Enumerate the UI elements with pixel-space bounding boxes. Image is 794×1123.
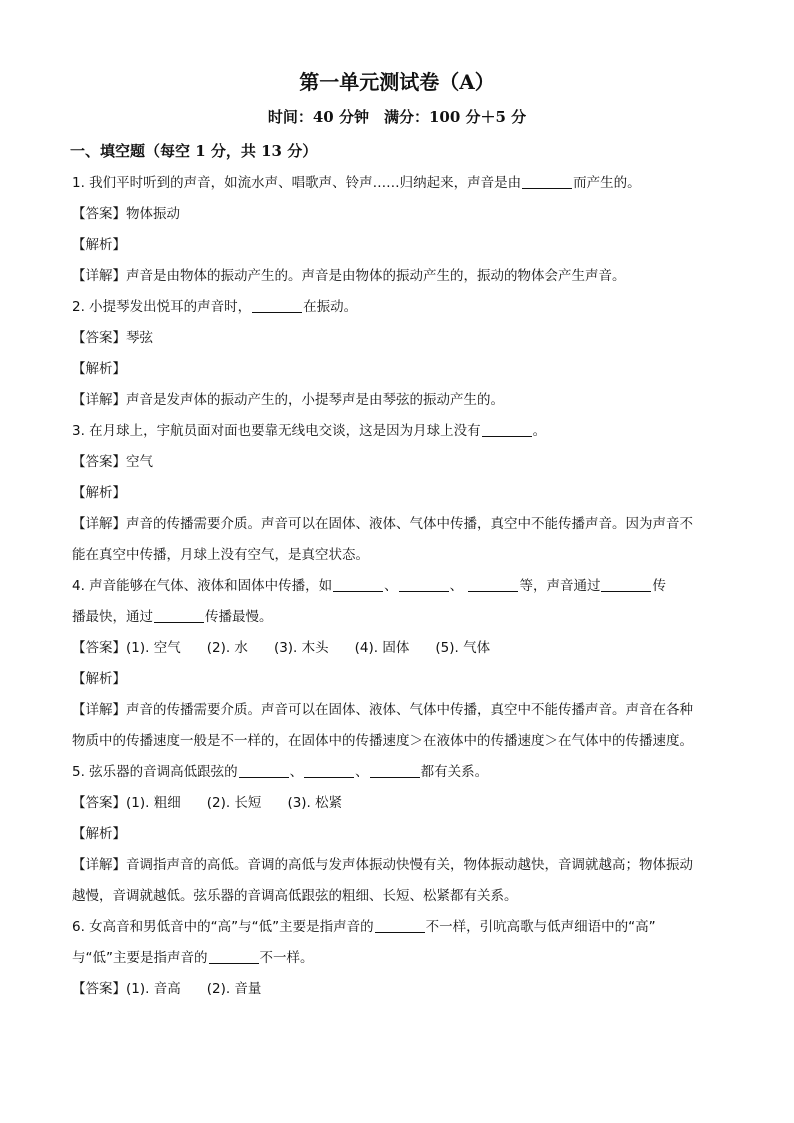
question-4-cont: 播最快，通过 传播最慢。	[72, 602, 722, 633]
answer-blank	[333, 575, 383, 592]
answer-tag: 【答案】	[72, 454, 126, 470]
answer-blank	[209, 947, 259, 964]
answer-blank	[522, 172, 572, 189]
detail-line: 物质中的传播速度一般是不一样的，在固体中的传播速度＞在液体中的传播速度＞在气体中的传播速度。	[72, 733, 693, 749]
answer-tag: 【答案】	[72, 330, 126, 346]
answer-blank	[304, 761, 354, 778]
analysis-tag: 【解析】	[72, 485, 126, 501]
detail-line: 越慢，音调就越低。弦乐器的音调高低跟弦的粗细、长短、松紧都有关系。	[72, 888, 518, 904]
detail-tag: 【详解】	[72, 392, 126, 408]
answer-line: 【答案】(1). 音高 (2). 音量	[72, 974, 722, 1005]
analysis-line	[72, 664, 722, 695]
answer-blank	[468, 575, 518, 592]
analysis-tag: 【解析】	[72, 361, 126, 377]
section-heading: 一、填空题（每空 1 分，共 13 分）	[70, 142, 318, 160]
page-title: 第一单元测试卷（A）	[299, 70, 495, 94]
answer-tag: 【答案】	[72, 640, 126, 656]
detail-line: 【详解】声音是由物体的振动产生的。声音是由物体的振动产生的，振动的物体会产生声音。	[72, 261, 722, 292]
analysis-line	[72, 230, 722, 261]
analysis-line	[72, 819, 722, 850]
analysis-tag: 【解析】	[72, 237, 126, 253]
answer-tag: 【答案】	[72, 206, 126, 222]
answer-line: 【答案】物体振动	[72, 199, 722, 230]
answer-blank	[252, 296, 302, 313]
detail-line: 能在真空中传播，月球上没有空气，是真空状态。	[72, 547, 369, 563]
exam-info: 时间：40 分钟 满分：100 分＋5 分	[267, 108, 527, 126]
question-6: 6. 女高音和男低音中的“高”与“低”主要是指声音的 不一样，引吭高歌与低声细语中的“高”	[72, 912, 722, 943]
detail-tag: 【详解】	[72, 268, 126, 284]
detail-tag: 【详解】	[72, 516, 126, 532]
detail-line: 【详解】音调指声音的高低。音调的高低与发声体振动快慢有关，物体振动越快，音调就越高；物体振动	[72, 850, 722, 881]
answer-blank	[154, 606, 204, 623]
analysis-line	[72, 354, 722, 385]
answer-tag: 【答案】	[72, 795, 126, 811]
question-4: 4. 声音能够在气体、液体和固体中传播，如 、 、 等，声音通过 传	[72, 571, 722, 602]
detail-line: 【详解】声音是发声体的振动产生的，小提琴声是由琴弦的振动产生的。	[72, 385, 722, 416]
answer-blank	[370, 761, 420, 778]
answer-blank	[239, 761, 289, 778]
detail-tag: 【详解】	[72, 857, 126, 873]
detail-line: 【详解】声音的传播需要介质。声音可以在固体、液体、气体中传播，真空中不能传播声音。因为声音不	[72, 509, 722, 540]
answer-line: 【答案】(1). 粗细 (2). 长短 (3). 松紧	[72, 788, 722, 819]
answer-blank	[399, 575, 449, 592]
detail-line: 【详解】声音的传播需要介质。声音可以在固体、液体、气体中传播，真空中不能传播声音。声音在各种	[72, 695, 722, 726]
answer-tag: 【答案】	[72, 981, 126, 997]
answer-line: 【答案】空气	[72, 447, 722, 478]
analysis-line	[72, 478, 722, 509]
answer-line: 【答案】(1). 空气 (2). 水 (3). 木头 (4). 固体 (5). 气体	[72, 633, 722, 664]
answer-blank	[482, 420, 532, 437]
answer-blank	[601, 575, 651, 592]
answer-blank	[375, 916, 425, 933]
analysis-tag: 【解析】	[72, 671, 126, 687]
question-1: 1. 我们平时听到的声音，如流水声、唱歌声、铃声……归纳起来，声音是由 而产生的。	[72, 168, 722, 199]
detail-tag: 【详解】	[72, 702, 126, 718]
question-5: 5. 弦乐器的音调高低跟弦的 、 、 都有关系。	[72, 757, 722, 788]
question-6-cont: 与“低”主要是指声音的 不一样。	[72, 943, 722, 974]
question-list	[72, 168, 722, 1005]
question-3: 3. 在月球上，宇航员面对面也要靠无线电交谈，这是因为月球上没有 。	[72, 416, 722, 447]
analysis-tag: 【解析】	[72, 826, 126, 842]
question-2: 2. 小提琴发出悦耳的声音时， 在振动。	[72, 292, 722, 323]
answer-line: 【答案】琴弦	[72, 323, 722, 354]
